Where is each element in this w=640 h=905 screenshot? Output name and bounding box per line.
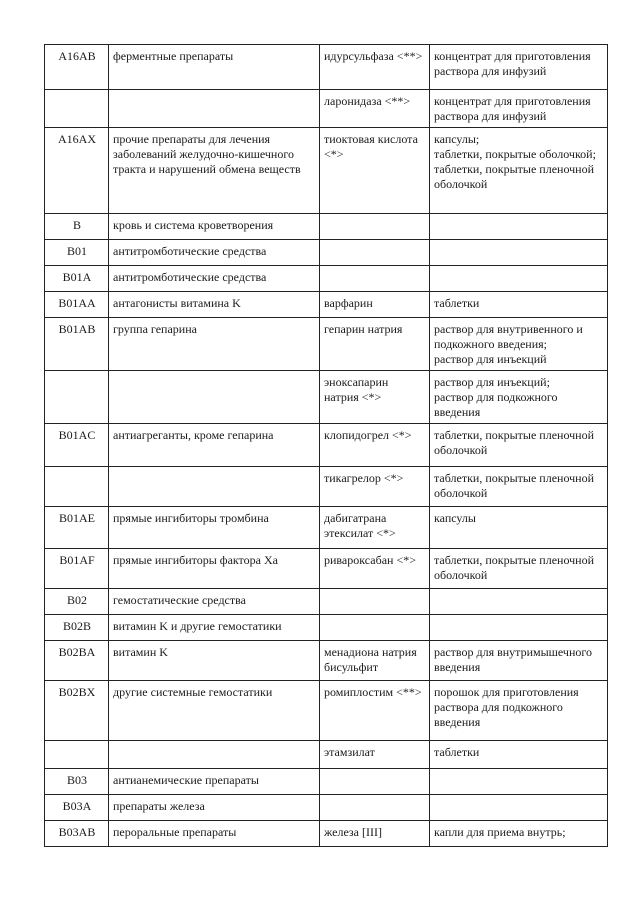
drug-name-cell: гепарин натрия bbox=[320, 318, 430, 371]
drug-name-cell: ромиплостим <**> bbox=[320, 681, 430, 741]
atc-code-cell: B bbox=[45, 214, 109, 240]
drug-name-cell: клопидогрел <*> bbox=[320, 424, 430, 467]
atc-code-cell: A16AB bbox=[45, 45, 109, 90]
dosage-form-item: капли для приема внутрь; bbox=[434, 825, 566, 839]
group-name-cell bbox=[109, 467, 320, 507]
table-row bbox=[45, 371, 608, 424]
dosage-forms-cell bbox=[430, 641, 608, 681]
table-row bbox=[45, 318, 608, 371]
table-body bbox=[45, 45, 608, 847]
dosage-forms-cell bbox=[430, 769, 608, 795]
drug-name-cell: ривароксабан <*> bbox=[320, 549, 430, 589]
group-name-cell: антагонисты витамина K bbox=[109, 292, 320, 318]
drug-list-table bbox=[44, 44, 608, 847]
table-row bbox=[45, 292, 608, 318]
atc-code-cell: B01AC bbox=[45, 424, 109, 467]
dosage-form-item: раствор для подкожного введения bbox=[434, 390, 558, 419]
dosage-forms-cell bbox=[430, 240, 608, 266]
dosage-forms-cell bbox=[430, 45, 608, 90]
table-row bbox=[45, 681, 608, 741]
atc-code-cell: B01AE bbox=[45, 507, 109, 549]
drug-name-cell bbox=[320, 266, 430, 292]
table-row bbox=[45, 741, 608, 769]
dosage-form-item: концентрат для приготовления раствора для инфузий bbox=[434, 49, 591, 78]
dosage-form-item: раствор для инъекций bbox=[434, 352, 547, 366]
dosage-form-item: концентрат для приготовления раствора для инфузий bbox=[434, 94, 591, 123]
atc-code-cell bbox=[45, 371, 109, 424]
drug-name-cell: тикагрелор <*> bbox=[320, 467, 430, 507]
table-row bbox=[45, 240, 608, 266]
drug-name-cell: менадиона натрия бисульфит bbox=[320, 641, 430, 681]
atc-code-cell: B03 bbox=[45, 769, 109, 795]
group-name-cell: гемостатические средства bbox=[109, 589, 320, 615]
dosage-forms-cell bbox=[430, 507, 608, 549]
dosage-form-item: таблетки bbox=[434, 296, 480, 310]
drug-name-cell bbox=[320, 240, 430, 266]
drug-name-cell bbox=[320, 795, 430, 821]
group-name-cell: витамин K и другие гемостатики bbox=[109, 615, 320, 641]
drug-name-cell: ларонидаза <**> bbox=[320, 90, 430, 128]
drug-name-cell: железа [III] bbox=[320, 821, 430, 847]
table-row bbox=[45, 549, 608, 589]
group-name-cell: антиагреганты, кроме гепарина bbox=[109, 424, 320, 467]
group-name-cell: кровь и система кроветворения bbox=[109, 214, 320, 240]
group-name-cell: витамин K bbox=[109, 641, 320, 681]
dosage-forms-cell bbox=[430, 371, 608, 424]
table-row bbox=[45, 795, 608, 821]
drug-name-cell: идурсульфаза <**> bbox=[320, 45, 430, 90]
table-row bbox=[45, 821, 608, 847]
table-row bbox=[45, 589, 608, 615]
table-row bbox=[45, 615, 608, 641]
dosage-form-item: таблетки bbox=[434, 745, 480, 759]
atc-code-cell: B01AB bbox=[45, 318, 109, 371]
atc-code-cell: B01AF bbox=[45, 549, 109, 589]
dosage-forms-cell bbox=[430, 681, 608, 741]
drug-name-cell bbox=[320, 615, 430, 641]
group-name-cell: антианемические препараты bbox=[109, 769, 320, 795]
atc-code-cell bbox=[45, 741, 109, 769]
dosage-form-item: таблетки, покрытые оболочкой; bbox=[434, 147, 596, 161]
dosage-form-item: таблетки, покрытые пленочной оболочкой bbox=[434, 428, 595, 457]
atc-code-cell: B01A bbox=[45, 266, 109, 292]
atc-code-cell bbox=[45, 90, 109, 128]
dosage-form-item: раствор для внутривенного и подкожного введения; bbox=[434, 322, 583, 351]
atc-code-cell bbox=[45, 467, 109, 507]
group-name-cell: антитромботические средства bbox=[109, 240, 320, 266]
dosage-forms-cell bbox=[430, 549, 608, 589]
group-name-cell: группа гепарина bbox=[109, 318, 320, 371]
dosage-form-item: таблетки, покрытые пленочной оболочкой bbox=[434, 471, 595, 500]
dosage-forms-cell bbox=[430, 741, 608, 769]
group-name-cell: пероральные препараты bbox=[109, 821, 320, 847]
drug-name-cell bbox=[320, 589, 430, 615]
atc-code-cell: B03A bbox=[45, 795, 109, 821]
dosage-forms-cell bbox=[430, 795, 608, 821]
group-name-cell: прочие препараты для лечения заболеваний желудочно-кишечного тракта и нарушений обмена веществ bbox=[109, 128, 320, 214]
drug-name-cell: тиоктовая кислота <*> bbox=[320, 128, 430, 214]
drug-name-cell: варфарин bbox=[320, 292, 430, 318]
drug-name-cell bbox=[320, 214, 430, 240]
dosage-forms-cell bbox=[430, 90, 608, 128]
dosage-forms-cell bbox=[430, 589, 608, 615]
group-name-cell bbox=[109, 371, 320, 424]
drug-name-cell: эноксапарин натрия <*> bbox=[320, 371, 430, 424]
drug-name-cell: этамзилат bbox=[320, 741, 430, 769]
group-name-cell: другие системные гемостатики bbox=[109, 681, 320, 741]
table-row bbox=[45, 507, 608, 549]
group-name-cell: ферментные препараты bbox=[109, 45, 320, 90]
atc-code-cell: B02 bbox=[45, 589, 109, 615]
atc-code-cell: B02BX bbox=[45, 681, 109, 741]
dosage-form-item: раствор для инъекций; bbox=[434, 375, 550, 389]
dosage-forms-cell bbox=[430, 467, 608, 507]
group-name-cell: антитромботические средства bbox=[109, 266, 320, 292]
dosage-forms-cell bbox=[430, 214, 608, 240]
table-row bbox=[45, 214, 608, 240]
group-name-cell: препараты железа bbox=[109, 795, 320, 821]
dosage-forms-cell bbox=[430, 318, 608, 371]
group-name-cell: прямые ингибиторы тромбина bbox=[109, 507, 320, 549]
dosage-form-item: порошок для приготовления раствора для подкожного введения bbox=[434, 685, 579, 729]
atc-code-cell: A16AX bbox=[45, 128, 109, 214]
dosage-form-item: таблетки, покрытые пленочной оболочкой bbox=[434, 162, 595, 191]
group-name-cell: прямые ингибиторы фактора Xa bbox=[109, 549, 320, 589]
table-row bbox=[45, 266, 608, 292]
table-row bbox=[45, 45, 608, 90]
dosage-form-item: таблетки, покрытые пленочной оболочкой bbox=[434, 553, 595, 582]
dosage-form-item: капсулы bbox=[434, 511, 476, 525]
dosage-forms-cell bbox=[430, 424, 608, 467]
dosage-forms-cell bbox=[430, 266, 608, 292]
dosage-form-item: капсулы; bbox=[434, 132, 480, 146]
dosage-form-item: раствор для внутримышечного введения bbox=[434, 645, 592, 674]
atc-code-cell: B02B bbox=[45, 615, 109, 641]
dosage-forms-cell bbox=[430, 615, 608, 641]
table-row bbox=[45, 424, 608, 467]
atc-code-cell: B03AB bbox=[45, 821, 109, 847]
table-row bbox=[45, 641, 608, 681]
dosage-forms-cell bbox=[430, 292, 608, 318]
drug-name-cell bbox=[320, 769, 430, 795]
group-name-cell bbox=[109, 90, 320, 128]
table-row bbox=[45, 467, 608, 507]
table-row bbox=[45, 90, 608, 128]
atc-code-cell: B01AA bbox=[45, 292, 109, 318]
table-row bbox=[45, 769, 608, 795]
group-name-cell bbox=[109, 741, 320, 769]
dosage-forms-cell bbox=[430, 128, 608, 214]
atc-code-cell: B01 bbox=[45, 240, 109, 266]
dosage-forms-cell bbox=[430, 821, 608, 847]
atc-code-cell: B02BA bbox=[45, 641, 109, 681]
drug-name-cell: дабигатрана этексилат <*> bbox=[320, 507, 430, 549]
table-row bbox=[45, 128, 608, 214]
